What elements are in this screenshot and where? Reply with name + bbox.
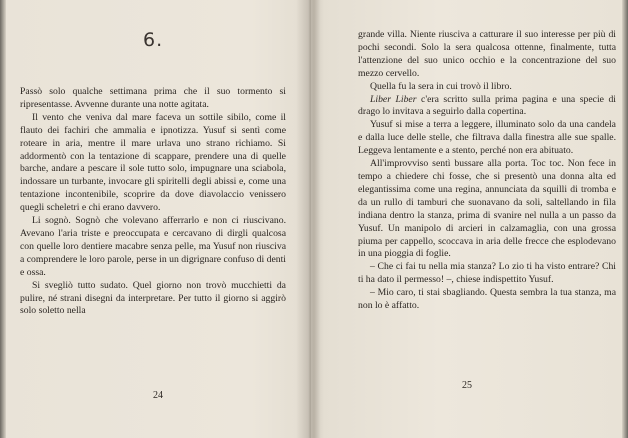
- left-page-text: [20, 86, 286, 318]
- paragraph: Li sognò. Sognò che volevano afferrarlo e non ci riuscivano. Avevano l'aria triste e preoccupata e cercavano di dirgli qualcosa con quelle loro dentiere macabre senza pelle, ma Yusuf non riusciva a comprendere le loro parole, perse in un digrignare confuso di denti e ossa.: [20, 215, 286, 278]
- page-edge-left: [0, 0, 6, 438]
- book-title: Liber Liber: [370, 93, 417, 105]
- page-number: 24: [153, 390, 163, 401]
- paragraph: Si svegliò tutto sudato. Quel giorno non trovò mucchietti da pulire, né strani disegni da interpretare. Per tutto il giorno si aggirò solo soletto nella: [20, 279, 286, 317]
- right-page-text: [358, 29, 616, 313]
- paragraph: Il vento che veniva dal mare faceva un sottile sibilo, come il flauto dei fachiri che ammalia e ipnotizza. Yusuf si sentì come roteare in aria, mentre il mare urlava uno strano richiamo. Si addormentò con la tentazione di scappare, prendere una di quelle barche, andare a pescare il sole tutto solo, impugnare una sciabola, indossare un turbante, invocare gli spiritelli degli abissi e, come una tentazione incontenibile, scoprire da dove diavolaccio venissero quegli scheletri e chi erano davvero.: [20, 111, 286, 214]
- page-edge-right: [622, 0, 628, 438]
- book-gutter: [296, 0, 324, 438]
- paragraph: Yusuf si mise a terra a leggere, illuminato solo da una candela e dalla luce delle stelle, che filtrava dalla finestra alle sue spalle. Leggeva lentamente e a stento, perché non era abituato.: [358, 119, 616, 157]
- paragraph: – Che ci fai tu nella mia stanza? Lo zio ti ha visto entrare? Chi ti ha dato il permesso! –, chiese indispettito Yusuf.: [358, 261, 616, 286]
- page-number: 25: [462, 380, 472, 391]
- paragraph: All'improvviso sentì bussare alla porta. Toc toc. Non fece in tempo a chiedere chi fosse, che si presentò una donna alta ed elegantissima come una regina, annunciata da squilli di tromba e da un rullo di tamburi che suonavano da soli, saltellando in fila indiana dentro la stanza, prima di svanire nel nulla a un passo da Yusuf. Un manipolo di arcieri in calzamaglia, con una grossa piuma per cappello, scoccava in aria delle frecce che esplodevano in una pioggia di foglie.: [358, 158, 616, 260]
- paragraph: Quella fu la sera in cui trovò il libro.: [370, 80, 512, 92]
- paragraph: – Mio caro, ti stai sbagliando. Questa sembra la tua stanza, ma non lo è affatto.: [358, 287, 616, 312]
- chapter-number: 6.: [143, 29, 164, 51]
- paragraph: grande villa. Niente riusciva a catturare il suo interesse per più di pochi secondi. Solo la sera qualcosa ottenne, finalmente, tutta l'attenzione del suo unico occhio e la concentrazione del suo mezzo cervello.: [358, 29, 616, 79]
- paragraph-book-title: Liber Liber c'era scritto sulla prima pagina e una specie di drago lo invitava a seguirlo dalla copertina.: [358, 93, 616, 118]
- paragraph: Passò solo qualche settimana prima che il suo tormento si ripresentasse. Avvenne durante una notte agitata.: [20, 86, 286, 110]
